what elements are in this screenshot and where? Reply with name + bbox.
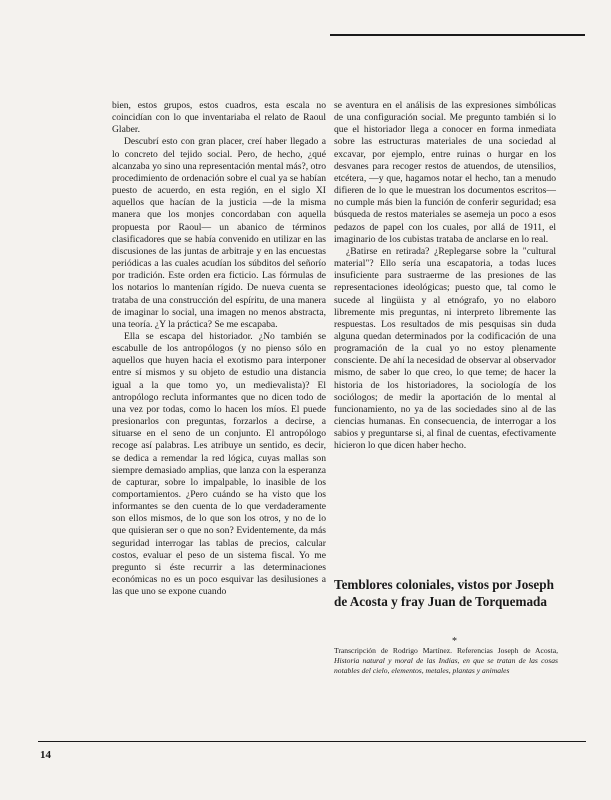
paragraph: se aventura en el análisis de las expresiones simbólicas de una configuración social. Me pregunto también si lo que el historiador llega a conocer en forma inmediata sobre las estructuras materiales de una sociedad al excavar, por ejemplo, entre ruinas o hurgar en los desvanes para recoger restos de atuendos, de utensilios, etcétera, —y que, hagamos notar el hecho, tan a menudo difieren de lo que le muestran los documentos escritos— no cumple más bien la función de conferir seguridad; esa búsqueda de restos materiales se asemeja un poco a esos pedazos de papel con los cuales, por allá de 1911, el imaginario de los cubistas trataba de anclarse en lo real. [334,100,556,245]
footnote-book-title: Historia natural y moral de las Indias, en que se tratan de las cosas notables del cielo, elementos, metales, plantas y animales [334,656,558,676]
section-title: Temblores coloniales, vistos por Joseph de Acosta y fray Juan de Torquemada [334,577,554,609]
footnote-lead: Transcripción de Rodrigo Martínez. Referencias Joseph de Acosta, [334,646,558,655]
bottom-rule [38,741,586,742]
text-column-left [112,100,326,598]
text-column-right [334,100,556,453]
top-rule [330,34,585,36]
footnote [334,646,558,677]
paragraph: Ella se escapa del historiador. ¿No también se escabulle de los antropólogos (y no pienso sólo en aquellos que huyen hacia el exotismo para interponer entre sí mismos y su objeto de estudio una distancia igual a la que tomo yo, un medievalista)? El antropólogo recluta informantes que no dicen todo de una vez por todas, como lo hacen los míos. El puede presionarlos con preguntas, forzarlos a decirse, a situarse en el seno de un conjunto. El antropólogo recoge así palabras. Les atribuye un sentido, es decir, se dedica a remendar la red lógica, cuyas mallas son siempre demasiado amplias, que lanza con la esperanza de capturar, sobre lo impalpable, lo inasible de los comportamientos. ¿Pero cuándo se ha visto que los informantes se den cuenta de lo que verdaderamente son ellos mismos, de lo que son los otros, y no de lo que quisieran ser o que no son? Evidentemente, da más seguridad interrogar las tablas de precios, calcular costos, evaluar el peso de un sistema fiscal. Yo me pregunto si éste recurrir a las determinaciones económicas no es un poco esquivar las desilusiones a las que uno se expone cuando [112,330,326,598]
paragraph: bien, estos grupos, estos cuadros, esta escala no coincidían con lo que inventariaba el relato de Raoul Glaber. [112,100,326,136]
page-number: 14 [40,749,51,761]
footnote-marker: * [452,636,457,647]
paragraph: Descubrí esto con gran placer, creí haber llegado a lo concreto del tejido social. Pero, de hecho, ¿qué alcanzaba yo sino una representación mental más?, otro procedimiento de ordenación sobre el cual ya se habían puesto de acuerdo, en esta región, en el siglo XI aquellos que hacían de la justicia —de la misma manera que los monjes concordaban con aquella propuesta por Raoul— un abanico de términos clasificadores que se había convenido en utilizar en las discusiones de las juntas de arbitraje y en las encuestas periódicas a las cuales acudían los súbditos del señorío por tradición. Este orden era ficticio. Las fórmulas de los notarios lo mantenían rígido. De nueva cuenta se trataba de una construcción del espíritu, de una manera de imaginar lo social, una imagen no menos abstracta, una teoría. ¿Y la práctica? Se me escapaba. [112,136,326,330]
paragraph: ¿Batirse en retirada? ¿Replegarse sobre la "cultural material"? Ello sería una escapatoria, a todas luces insuficiente para sustraerme de las presiones de las representaciones ideológicas; puesto que, tal como le sucede al lingüista y al etnógrafo, yo no elaboro libremente mis preguntas, ni interpreto libremente las respuestas. Los resultados de mis pesquisas sin duda alguna quedan determinados por la codificación de una programación de la cual yo no estoy plenamente consciente. De ahí la necesidad de observar al observador mismo, de saber lo que creo, lo que teme; de hacer la historia de los historiadores, la sociología de los sociólogos; de medir la aportación de lo mental al funcionamiento, no ya de las sociedades sino al de las ciencias humanas. En consecuencia, de interrogar a los sabios y preguntarse si, al final de cuentas, efectivamente hicieron lo que dicen haber hecho. [334,245,556,452]
